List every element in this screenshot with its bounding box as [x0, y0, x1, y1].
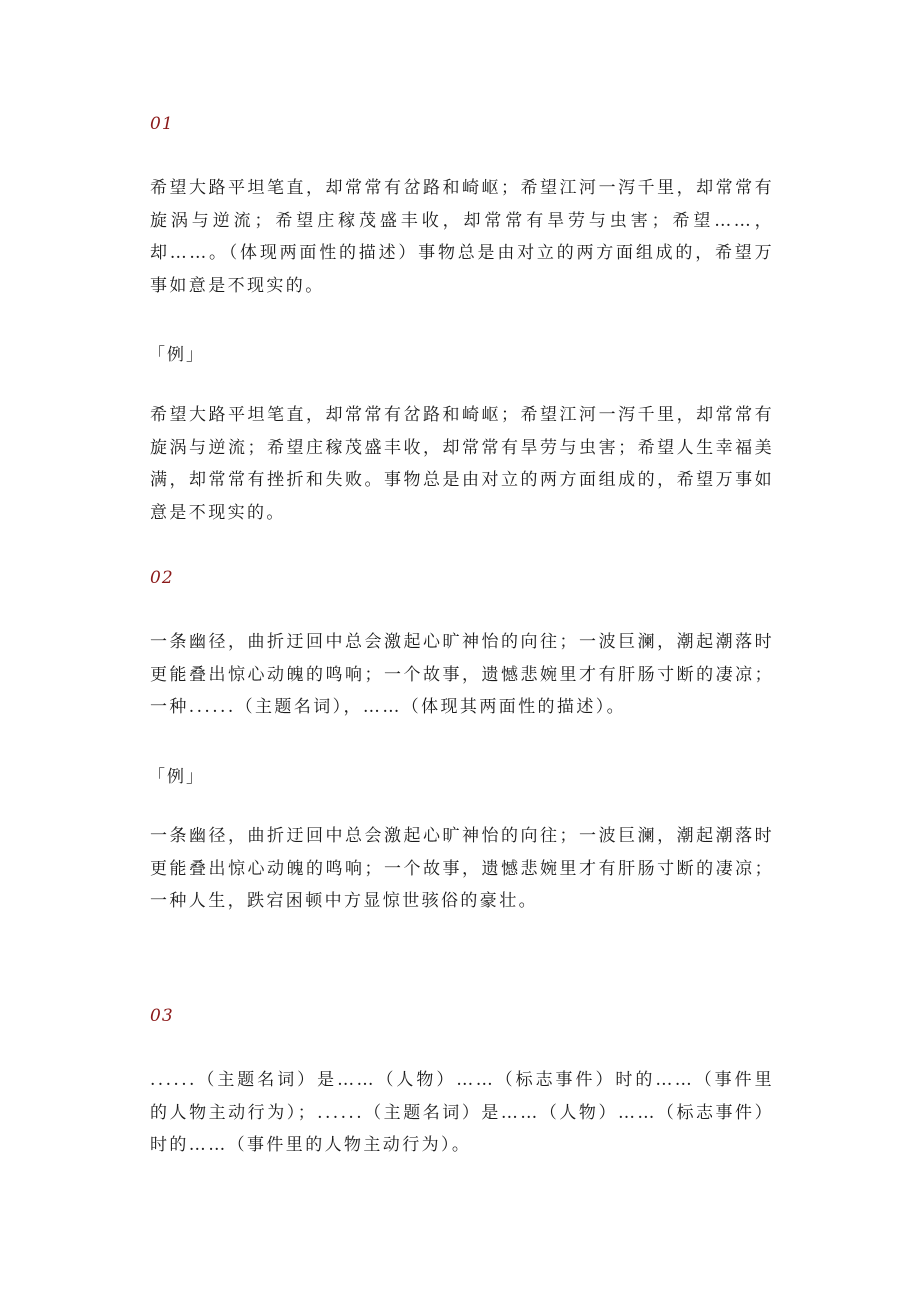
section-01-example: 希望大路平坦笔直，却常常有岔路和崎岖；希望江河一泻千里，却常常有旋涡与逆流；希望庄稼茂盛丰收，却常常有旱劳与虫害；希望人生幸福美满，却常常有挫折和失败。事物总是由对立的两方面组成的，希望万事如意是不现实的。 [150, 405, 774, 523]
section-01-example-label: 「例」 [148, 345, 205, 365]
section-number-03: 03 [150, 1006, 174, 1026]
section-02-template: 一条幽径，曲折迂回中总会激起心旷神怡的向往；一波巨澜，潮起潮落时更能叠出惊心动魄的鸣响；一个故事，遗憾悲婉里才有肝肠寸断的凄凉；一种......（主题名词），……（体现其两面性的描述）。 [150, 632, 774, 717]
section-03-template: ......（主题名词）是……（人物）……（标志事件）时的……（事件里的人物主动行为）；......（主题名词）是……（人物）……（标志事件）时的……（事件里的人物主动行为）。 [150, 1070, 774, 1155]
section-number-01: 01 [150, 114, 174, 134]
section-number-02: 02 [150, 568, 174, 588]
section-02-example: 一条幽径，曲折迂回中总会激起心旷神怡的向往；一波巨澜，潮起潮落时更能叠出惊心动魄的鸣响；一个故事，遗憾悲婉里才有肝肠寸断的凄凉；一种人生，跌宕困顿中方显惊世骇俗的豪壮。 [150, 826, 774, 911]
section-01-template: 希望大路平坦笔直，却常常有岔路和崎岖；希望江河一泻千里，却常常有旋涡与逆流；希望庄稼茂盛丰收，却常常有旱劳与虫害；希望……，却……。（体现两面性的描述）事物总是由对立的两方面组成的，希望万事如意是不现实的。 [150, 178, 774, 296]
section-02-example-label: 「例」 [148, 767, 205, 787]
